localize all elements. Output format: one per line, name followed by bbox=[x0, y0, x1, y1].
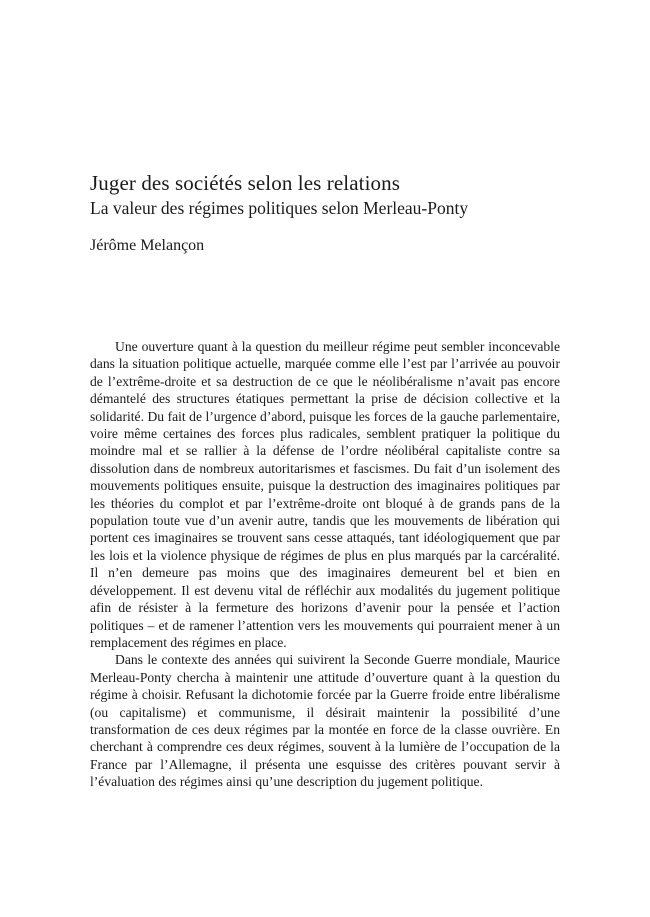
article-header bbox=[90, 170, 570, 256]
article-author: Jérôme Melançon bbox=[90, 237, 205, 254]
body-paragraph-2: Dans le contexte des années qui suivirent la Seconde Guerre mondiale, Maurice Merleau-Ponty chercha à maintenir une attitude d’ouverture quant à la question du régime à choisir. Refusant la dichotomie forcée par la Guerre froide entre libéralisme (ou capitalisme) et communisme, il désirait maintenir la possibilité d’une transformation de ces deux régimes par la montée en force de la classe ouvrière. En cherchant à comprendre ces deux régimes, souvent à la lumière de l’occupation de la France par l’Allemagne, il présenta une esquisse des critères pouvant servir à l’évaluation des régimes ainsi qu’une description du jugement politique. bbox=[90, 652, 560, 790]
body-paragraph-1: Une ouverture quant à la question du meilleur régime peut sembler inconcevable dans la situation politique actuelle, marquée comme elle l’est par l’arrivée au pouvoir de l’extrême-droite et sa destruction de ce que le néolibéralisme n’avait pas encore démantelé des structures étatiques permettant la prise de décision collective et la solidarité. Du fait de l’urgence d’abord, puisque les forces de la gauche parlementaire, voire même certaines des forces plus radicales, semblent pratiquer la politique du moindre mal et se rallier à la défense de l’ordre néolibéral capitaliste contre sa dissolution dans de nombreux autoritarismes et fascismes. Du fait d’un isolement des mouvements politiques ensuite, puisque la destruction des imaginaires politiques par les théories du complot et par l’extrême-droite ont bloqué à de grands pans de la population toute vue d’un avenir autre, tandis que les mouvements de libération qui portent ces imaginaires se trouvent sans cesse attaqués, tant idéologiquement que par les lois et la violence physique de régimes de plus en plus marqués par la carcéralité. Il n’en demeure pas moins que des imaginaires demeurent bel et bien en développement. Il est devenu vital de réfléchir aux modalités du jugement politique afin de résister à la fermeture des horizons d’avenir pour la pensée et l’action politiques – et de ramener l’attention vers les mouvements qui pourraient mener à un remplacement des régimes en place. bbox=[90, 339, 560, 650]
article-title: Juger des sociétés selon les relations bbox=[90, 171, 400, 195]
article-subtitle: La valeur des régimes politiques selon Merleau-Ponty bbox=[90, 198, 469, 218]
article-body bbox=[90, 338, 560, 791]
